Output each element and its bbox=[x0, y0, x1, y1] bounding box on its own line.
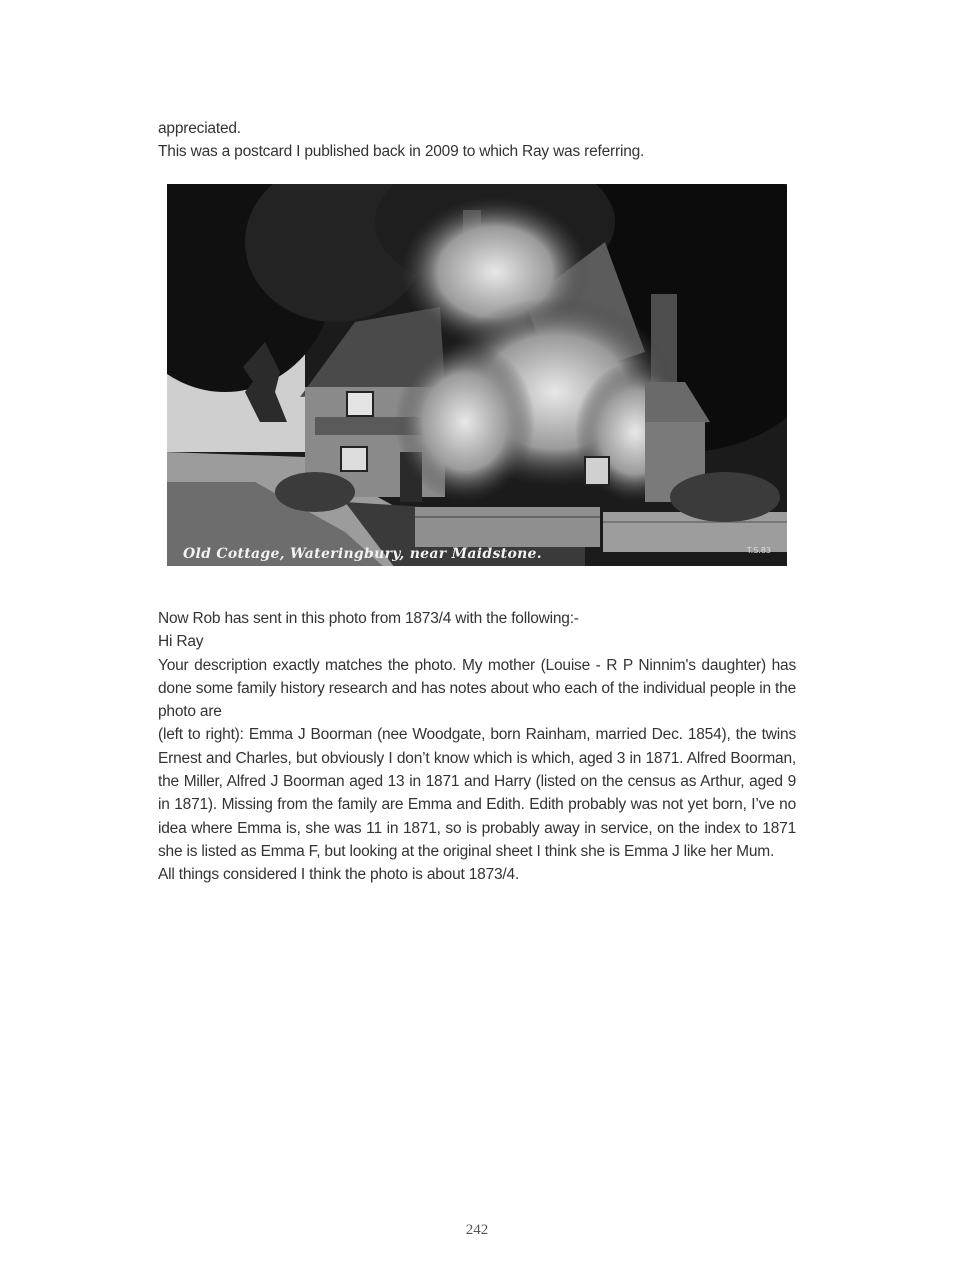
postcard-photo bbox=[165, 182, 789, 568]
paragraph: Your description exactly matches the photo. My mother (Louise - R P Ninnim's daughter) has done some family history research and has notes about who each of the individual people in the photo are bbox=[158, 656, 796, 721]
top-text-block bbox=[158, 117, 796, 164]
cottage-illustration bbox=[165, 182, 789, 568]
paragraph: (left to right): Emma J Boorman (nee Woodgate, born Rainham, married Dec. 1854), the twins Ernest and Charles, but obviously I don’t know which is which, aged 3 in 1871. Alfred Boorman, the Miller, Alfred J Boorman aged 13 in 1871 and Harry (listed on the census as Arthur, aged 9 in 1871). Missing from the family are Emma and Edith. Edith probably was not yet born, I’ve no idea where Emma is, she was 11 in 1871, so is probably away in service, on the index to 1871 she is listed as Emma F, but looking at the original sheet I think she is Emma J like her Mum. bbox=[158, 726, 796, 860]
bottom-text-block bbox=[158, 607, 796, 887]
paragraph: All things considered I think the photo is about 1873/4. bbox=[158, 866, 520, 884]
paragraph: Hi Ray bbox=[158, 633, 204, 651]
photo-code: T.S.83 bbox=[746, 546, 771, 555]
paragraph: This was a postcard I published back in 2009 to which Ray was referring. bbox=[158, 143, 645, 161]
paragraph: appreciated. bbox=[158, 120, 241, 137]
photo-caption: Old Cottage, Wateringbury, near Maidstone. bbox=[183, 546, 542, 562]
paragraph: Now Rob has sent in this photo from 1873/4 with the following:- bbox=[158, 610, 579, 627]
page-number: 242 bbox=[465, 1222, 489, 1238]
